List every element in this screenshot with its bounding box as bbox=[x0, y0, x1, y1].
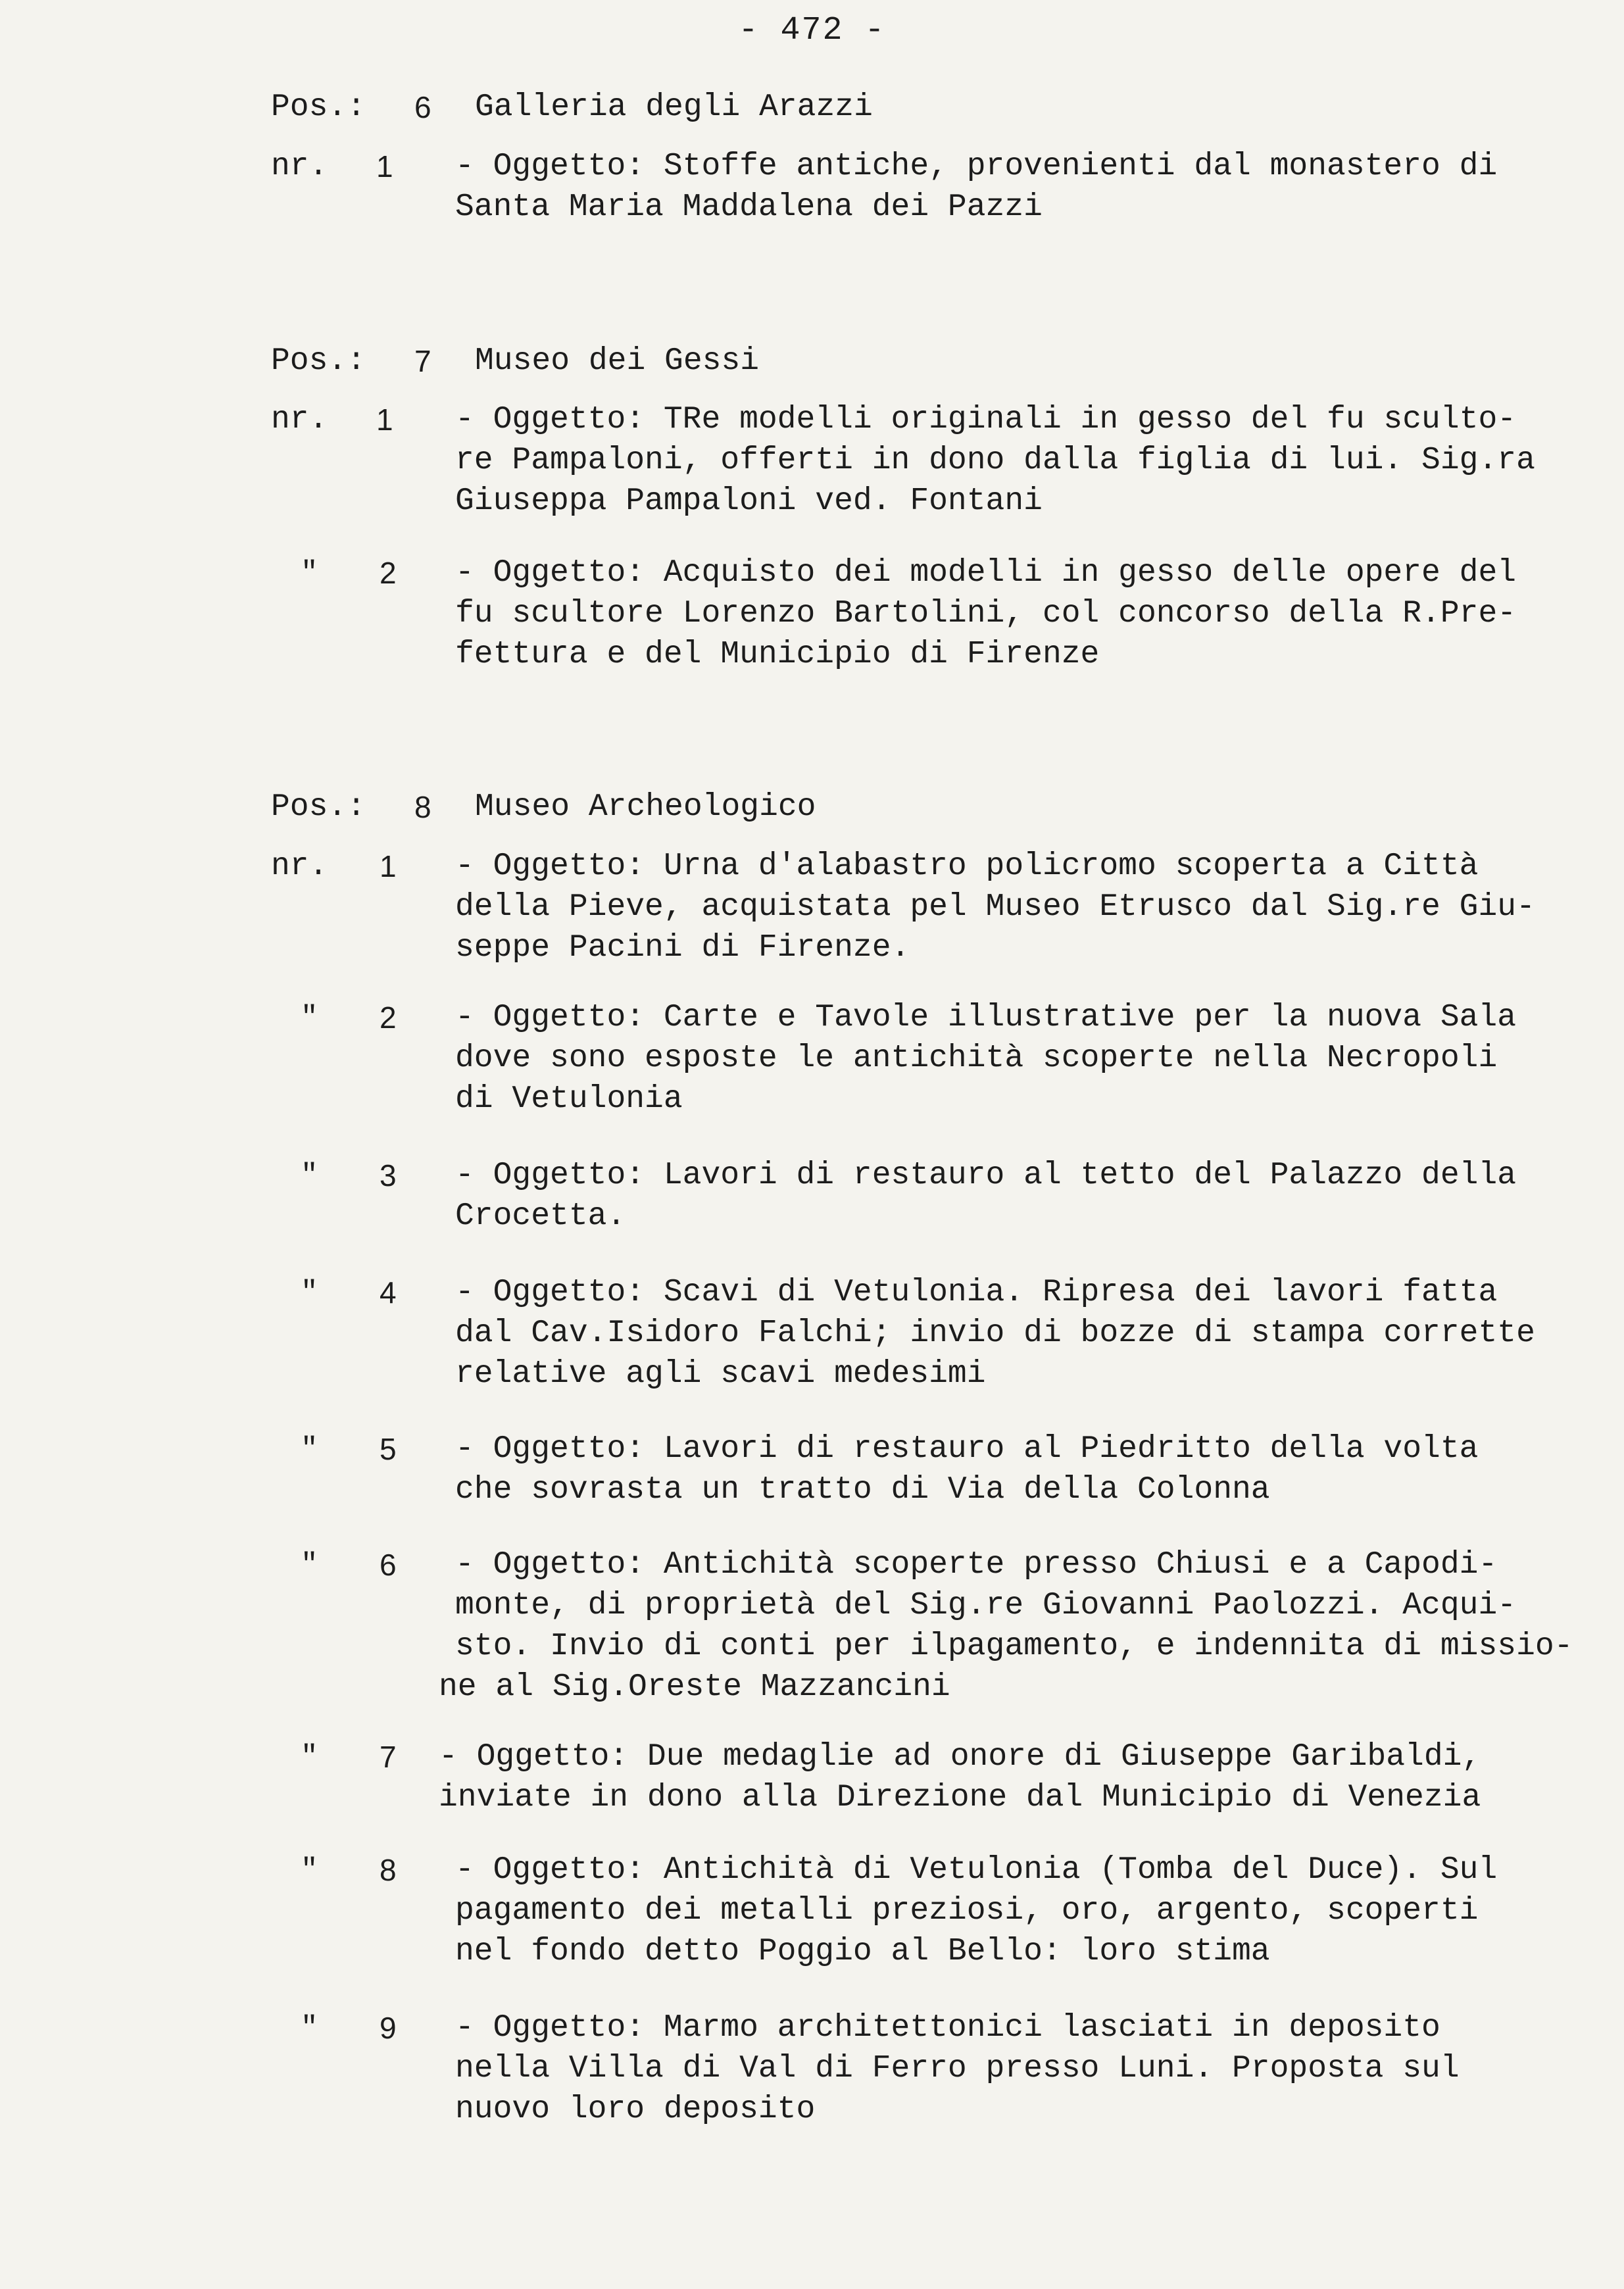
entry-line: dal Cav.Isidoro Falchi; invio di bozze di stampa corrette bbox=[455, 1316, 1535, 1351]
ditto-mark: " bbox=[301, 1854, 318, 1886]
section-heading bbox=[271, 341, 1587, 382]
entry-number: 1 bbox=[376, 403, 393, 437]
section-title: Museo Archeologico bbox=[475, 789, 816, 825]
entry-line: - Oggetto: Urna d'alabastro policromo scoperta a Città bbox=[455, 849, 1479, 884]
entry-line: Giuseppa Pampaloni ved. Fontani bbox=[455, 483, 1043, 519]
ditto-mark: " bbox=[301, 1740, 318, 1773]
list-item bbox=[271, 1850, 1587, 1972]
entry-line: monte, di proprietà del Sig.re Giovanni Paolozzi. Acqui- bbox=[455, 1588, 1517, 1623]
entry-prefix: nr. bbox=[271, 149, 328, 184]
pos-label: Pos.: bbox=[271, 343, 366, 379]
entry-line: - Oggetto: Marmo architettonici lasciati in deposito bbox=[455, 2010, 1440, 2046]
entry-line: - Oggetto: Lavori di restauro al Piedritto della volta bbox=[455, 1431, 1479, 1467]
entry-prefix: nr. bbox=[271, 402, 328, 437]
section-heading bbox=[271, 87, 1587, 128]
entry-line: Crocetta. bbox=[455, 1198, 626, 1234]
pos-number: 8 bbox=[414, 790, 431, 824]
section-heading bbox=[271, 787, 1587, 827]
ditto-mark: " bbox=[301, 1276, 318, 1309]
ditto-mark: " bbox=[301, 556, 318, 589]
entry-line: - Oggetto: Scavi di Vetulonia. Ripresa dei lavori fatta bbox=[455, 1275, 1498, 1310]
entry-line: fu scultore Lorenzo Bartolini, col concorso della R.Pre- bbox=[455, 596, 1517, 631]
list-item bbox=[271, 2007, 1587, 2130]
entry-number: 1 bbox=[376, 149, 393, 184]
entry-line: - Oggetto: Carte e Tavole illustrative per la nuova Sala bbox=[455, 1000, 1517, 1035]
entry-number: 2 bbox=[380, 1000, 397, 1035]
section-title: Galleria degli Arazzi bbox=[475, 89, 873, 125]
ditto-mark: " bbox=[301, 1001, 318, 1034]
entry-number: 2 bbox=[380, 556, 397, 590]
list-item bbox=[271, 146, 1587, 228]
entry-line: che sovrasta un tratto di Via della Colonna bbox=[455, 1472, 1270, 1508]
list-item bbox=[271, 1155, 1587, 1237]
entry-line: - Oggetto: Antichità di Vetulonia (Tomba del Duce). Sul bbox=[455, 1852, 1498, 1888]
page-number: - 472 - bbox=[738, 12, 886, 49]
entry-line: - Oggetto: Due medaglie ad onore di Giuseppe Garibaldi, bbox=[439, 1739, 1481, 1775]
entry-line: sto. Invio di conti per ilpagamento, e indennita di missio- bbox=[455, 1629, 1573, 1664]
list-item bbox=[271, 997, 1587, 1120]
entry-line: seppe Pacini di Firenze. bbox=[455, 930, 910, 966]
list-item bbox=[271, 1272, 1587, 1394]
entry-number: 1 bbox=[380, 849, 397, 883]
ditto-mark: " bbox=[301, 1159, 318, 1192]
entry-line: fettura e del Municipio di Firenze bbox=[455, 637, 1100, 672]
ditto-mark: " bbox=[301, 2011, 318, 2044]
entry-line: Santa Maria Maddalena dei Pazzi bbox=[455, 189, 1043, 225]
entry-line: di Vetulonia bbox=[455, 1081, 683, 1117]
entry-line: relative agli scavi medesimi bbox=[455, 1356, 986, 1392]
pos-label: Pos.: bbox=[271, 789, 366, 825]
entry-number: 7 bbox=[380, 1740, 397, 1774]
entry-line: - Oggetto: Lavori di restauro al tetto del Palazzo della bbox=[455, 1158, 1517, 1193]
pos-number: 6 bbox=[414, 90, 431, 124]
entry-line: della Pieve, acquistata pel Museo Etrusco dal Sig.re Giu- bbox=[455, 889, 1535, 925]
ditto-mark: " bbox=[301, 1548, 318, 1581]
section-title: Museo dei Gessi bbox=[475, 343, 760, 379]
entry-line: - Oggetto: Stoffe antiche, provenienti dal monastero di bbox=[455, 149, 1498, 184]
entry-number: 4 bbox=[380, 1275, 397, 1310]
list-item bbox=[271, 1429, 1587, 1510]
entry-line: inviate in dono alla Direzione dal Municipio di Venezia bbox=[439, 1780, 1481, 1815]
entry-line: nella Villa di Val di Ferro presso Luni. Proposta sul bbox=[455, 2051, 1460, 2086]
list-item bbox=[271, 1736, 1587, 1818]
pos-label: Pos.: bbox=[271, 89, 366, 125]
list-item bbox=[271, 1544, 1587, 1708]
entry-line: ne al Sig.Oreste Mazzancini bbox=[439, 1669, 950, 1705]
entry-line: re Pampaloni, offerti in dono dalla figlia di lui. Sig.ra bbox=[455, 443, 1535, 478]
list-item bbox=[271, 399, 1587, 522]
entry-line: - Oggetto: TRe modelli originali in gesso del fu sculto- bbox=[455, 402, 1517, 437]
pos-number: 7 bbox=[414, 344, 431, 378]
entry-line: nuovo loro deposito bbox=[455, 2092, 816, 2127]
list-item bbox=[271, 553, 1587, 675]
entry-number: 8 bbox=[380, 1853, 397, 1887]
entry-prefix: nr. bbox=[271, 849, 328, 884]
entry-number: 3 bbox=[380, 1158, 397, 1193]
entry-number: 9 bbox=[380, 2011, 397, 2045]
entry-number: 6 bbox=[380, 1548, 397, 1582]
entry-line: - Oggetto: Antichità scoperte presso Chiusi e a Capodi- bbox=[455, 1547, 1498, 1583]
entry-line: nel fondo detto Poggio al Bello: loro stima bbox=[455, 1934, 1270, 1969]
entry-number: 5 bbox=[380, 1432, 397, 1466]
entry-line: - Oggetto: Acquisto dei modelli in gesso delle opere del bbox=[455, 555, 1517, 591]
ditto-mark: " bbox=[301, 1433, 318, 1465]
list-item bbox=[271, 846, 1587, 968]
entry-line: dove sono esposte le antichità scoperte nella Necropoli bbox=[455, 1041, 1498, 1076]
entry-line: pagamento dei metalli preziosi, oro, argento, scoperti bbox=[455, 1893, 1479, 1929]
